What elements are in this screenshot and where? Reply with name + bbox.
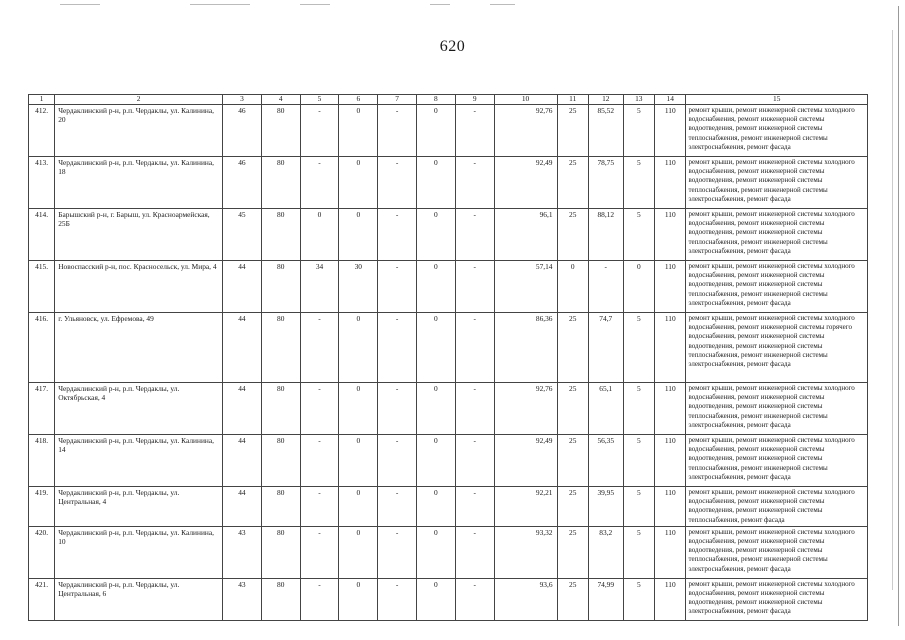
cell-col-10: 92,21 <box>494 487 557 527</box>
cell-col-4: 80 <box>261 435 300 487</box>
cell-col-12: 83,2 <box>588 526 623 578</box>
cell-col-12: 74,7 <box>588 313 623 383</box>
cell-col-12: 39,95 <box>588 487 623 527</box>
cell-col-13: 5 <box>623 383 654 435</box>
cell-col-8: 0 <box>417 383 456 435</box>
cell-col-15: ремонт крыши, ремонт инженерной системы холодного водоснабжения, ремонт инженерной системы водоотведения, ремонт инженерной системы теплоснабжения, ремонт фасада <box>686 487 868 527</box>
cell-col-12: 56,35 <box>588 435 623 487</box>
cell-col-5: - <box>300 435 339 487</box>
cell-col-15: ремонт крыши, ремонт инженерной системы холодного водоснабжения, ремонт инженерной системы водоотведения, ремонт инженерной системы теплоснабжения, ремонт инженерной системы электроснабжения, ремонт фасада <box>686 261 868 313</box>
cell-col-7: - <box>378 487 417 527</box>
cell-col-2: Чердаклинский р-н, р.п. Чердаклы, ул. Калинина, 14 <box>55 435 223 487</box>
cell-col-9: - <box>455 105 494 157</box>
table-row <box>29 261 868 313</box>
cell-col-2: Новоспасский р-н, пос. Красносельск, ул. Мира, 4 <box>55 261 223 313</box>
cell-col-14: 110 <box>655 383 686 435</box>
cell-col-1: 421. <box>29 578 55 620</box>
cell-col-15: ремонт крыши, ремонт инженерной системы холодного водоснабжения, ремонт инженерной системы водоотведения, ремонт инженерной системы теплоснабжения, ремонт инженерной системы электроснабжения, ремонт фасада <box>686 383 868 435</box>
cell-col-10: 93,6 <box>494 578 557 620</box>
cell-col-1: 414. <box>29 209 55 261</box>
cell-col-5: - <box>300 578 339 620</box>
cell-col-9: - <box>455 435 494 487</box>
cell-col-14: 110 <box>655 487 686 527</box>
cell-col-7: - <box>378 105 417 157</box>
cell-col-8: 0 <box>417 578 456 620</box>
page-number: 620 <box>439 38 466 55</box>
cell-col-4: 80 <box>261 526 300 578</box>
cell-col-6: 0 <box>339 157 378 209</box>
cell-col-5: - <box>300 383 339 435</box>
cell-col-7: - <box>378 383 417 435</box>
cell-col-6: 0 <box>339 209 378 261</box>
column-header-13: 13 <box>623 95 654 105</box>
cell-col-6: 30 <box>339 261 378 313</box>
cell-col-4: 80 <box>261 209 300 261</box>
cell-col-9: - <box>455 578 494 620</box>
cell-col-8: 0 <box>417 487 456 527</box>
cell-col-6: 0 <box>339 435 378 487</box>
cell-col-2: Барышский р-н, г. Барыш, ул. Красноармейская, 25Б <box>55 209 223 261</box>
table-row <box>29 383 868 435</box>
cell-col-4: 80 <box>261 383 300 435</box>
cell-col-13: 5 <box>623 435 654 487</box>
column-header-15: 15 <box>686 95 868 105</box>
cell-col-11: 25 <box>557 157 588 209</box>
cell-col-13: 5 <box>623 105 654 157</box>
cell-col-14: 110 <box>655 209 686 261</box>
cell-col-3: 46 <box>223 157 262 209</box>
column-header-7: 7 <box>378 95 417 105</box>
cell-col-4: 80 <box>261 578 300 620</box>
cell-col-5: 34 <box>300 261 339 313</box>
table-row <box>29 487 868 527</box>
cell-col-1: 415. <box>29 261 55 313</box>
scan-artifact <box>430 4 450 5</box>
cell-col-3: 44 <box>223 487 262 527</box>
cell-col-4: 80 <box>261 157 300 209</box>
cell-col-7: - <box>378 157 417 209</box>
cell-col-8: 0 <box>417 157 456 209</box>
column-header-1: 1 <box>29 95 55 105</box>
cell-col-5: - <box>300 526 339 578</box>
cell-col-14: 110 <box>655 157 686 209</box>
cell-col-5: - <box>300 105 339 157</box>
cell-col-11: 25 <box>557 313 588 383</box>
cell-col-2: г. Ульяновск, ул. Ефремова, 49 <box>55 313 223 383</box>
cell-col-14: 110 <box>655 105 686 157</box>
cell-col-6: 0 <box>339 383 378 435</box>
cell-col-9: - <box>455 157 494 209</box>
cell-col-2: Чердаклинский р-н, р.п. Чердаклы, ул. Октябрьская, 4 <box>55 383 223 435</box>
cell-col-6: 0 <box>339 578 378 620</box>
cell-col-4: 80 <box>261 313 300 383</box>
cell-col-12: 85,52 <box>588 105 623 157</box>
cell-col-11: 25 <box>557 105 588 157</box>
table-row <box>29 105 868 157</box>
cell-col-6: 0 <box>339 487 378 527</box>
column-header-5: 5 <box>300 95 339 105</box>
cell-col-12: 78,75 <box>588 157 623 209</box>
table-row <box>29 578 868 620</box>
cell-col-13: 5 <box>623 313 654 383</box>
cell-col-9: - <box>455 313 494 383</box>
scan-artifact <box>190 4 250 5</box>
cell-col-15: ремонт крыши, ремонт инженерной системы холодного водоснабжения, ремонт инженерной системы водоотведения, ремонт инженерной системы теплоснабжения, ремонт инженерной системы электроснабжения, ремонт фасада <box>686 526 868 578</box>
cell-col-11: 0 <box>557 261 588 313</box>
cell-col-3: 44 <box>223 435 262 487</box>
table-row <box>29 526 868 578</box>
cell-col-11: 25 <box>557 526 588 578</box>
cell-col-9: - <box>455 526 494 578</box>
cell-col-12: 74,99 <box>588 578 623 620</box>
scan-artifact <box>60 4 100 5</box>
cell-col-1: 417. <box>29 383 55 435</box>
cell-col-4: 80 <box>261 261 300 313</box>
cell-col-13: 5 <box>623 157 654 209</box>
cell-col-11: 25 <box>557 578 588 620</box>
cell-col-15: ремонт крыши, ремонт инженерной системы холодного водоснабжения, ремонт инженерной системы водоотведения, ремонт инженерной системы теплоснабжения, ремонт инженерной системы электроснабжения, ремонт фасада <box>686 157 868 209</box>
header-row <box>29 95 868 105</box>
cell-col-2: Чердаклинский р-н, р.п. Чердаклы, ул. Калинина, 20 <box>55 105 223 157</box>
cell-col-14: 110 <box>655 261 686 313</box>
cell-col-5: - <box>300 313 339 383</box>
cell-col-14: 110 <box>655 435 686 487</box>
cell-col-10: 92,76 <box>494 105 557 157</box>
cell-col-12: 88,12 <box>588 209 623 261</box>
column-header-14: 14 <box>655 95 686 105</box>
cell-col-13: 5 <box>623 209 654 261</box>
cell-col-12: 65,1 <box>588 383 623 435</box>
cell-col-3: 43 <box>223 526 262 578</box>
cell-col-10: 92,76 <box>494 383 557 435</box>
cell-col-11: 25 <box>557 487 588 527</box>
cell-col-3: 43 <box>223 578 262 620</box>
cell-col-14: 110 <box>655 578 686 620</box>
cell-col-3: 45 <box>223 209 262 261</box>
column-header-10: 10 <box>494 95 557 105</box>
cell-col-9: - <box>455 261 494 313</box>
cell-col-10: 92,49 <box>494 157 557 209</box>
cell-col-10: 57,14 <box>494 261 557 313</box>
cell-col-13: 5 <box>623 526 654 578</box>
cell-col-15: ремонт крыши, ремонт инженерной системы холодного водоснабжения, ремонт инженерной системы водоотведения, ремонт инженерной системы теплоснабжения, ремонт инженерной системы электроснабжения, ремонт фасада <box>686 105 868 157</box>
cell-col-5: - <box>300 487 339 527</box>
cell-col-8: 0 <box>417 313 456 383</box>
cell-col-1: 416. <box>29 313 55 383</box>
cell-col-1: 418. <box>29 435 55 487</box>
table-row <box>29 157 868 209</box>
cell-col-14: 110 <box>655 313 686 383</box>
cell-col-7: - <box>378 209 417 261</box>
cell-col-8: 0 <box>417 435 456 487</box>
cell-col-8: 0 <box>417 209 456 261</box>
cell-col-15: ремонт крыши, ремонт инженерной системы холодного водоснабжения, ремонт инженерной системы горячего водоснабжения, ремонт инженерной системы водоотведения, ремонт инженерной системы теплоснабжения, ремонт инженерной системы электроснабжения, ремонт фасада <box>686 313 868 383</box>
cell-col-7: - <box>378 435 417 487</box>
cell-col-3: 46 <box>223 105 262 157</box>
cell-col-8: 0 <box>417 526 456 578</box>
cell-col-5: - <box>300 157 339 209</box>
column-header-9: 9 <box>455 95 494 105</box>
cell-col-11: 25 <box>557 209 588 261</box>
cell-col-9: - <box>455 383 494 435</box>
cell-col-15: ремонт крыши, ремонт инженерной системы холодного водоснабжения, ремонт инженерной системы водоотведения, ремонт инженерной системы теплоснабжения, ремонт инженерной системы электроснабжения, ремонт фасада <box>686 435 868 487</box>
scan-edge-line <box>898 6 899 626</box>
column-header-4: 4 <box>261 95 300 105</box>
table-row <box>29 209 868 261</box>
cell-col-13: 5 <box>623 578 654 620</box>
cell-col-7: - <box>378 578 417 620</box>
cell-col-3: 44 <box>223 313 262 383</box>
column-header-12: 12 <box>588 95 623 105</box>
cell-col-1: 412. <box>29 105 55 157</box>
cell-col-15: ремонт крыши, ремонт инженерной системы холодного водоснабжения, ремонт инженерной системы водоотведения, ремонт инженерной системы электроснабжения, ремонт фасада <box>686 578 868 620</box>
cell-col-7: - <box>378 526 417 578</box>
column-header-11: 11 <box>557 95 588 105</box>
scan-artifact <box>490 4 515 5</box>
cell-col-8: 0 <box>417 261 456 313</box>
cell-col-10: 92,49 <box>494 435 557 487</box>
cell-col-7: - <box>378 261 417 313</box>
cell-col-10: 96,1 <box>494 209 557 261</box>
column-header-6: 6 <box>339 95 378 105</box>
cell-col-9: - <box>455 209 494 261</box>
cell-col-1: 413. <box>29 157 55 209</box>
cell-col-2: Чердаклинский р-н, р.п. Чердаклы, ул. Калинина, 18 <box>55 157 223 209</box>
cell-col-2: Чердаклинский р-н, р.п. Чердаклы, ул. Центральная, 4 <box>55 487 223 527</box>
cell-col-15: ремонт крыши, ремонт инженерной системы холодного водоснабжения, ремонт инженерной системы водоотведения, ремонт инженерной системы теплоснабжения, ремонт инженерной системы электроснабжения, ремонт фасада <box>686 209 868 261</box>
cell-col-13: 0 <box>623 261 654 313</box>
scan-artifact <box>300 4 330 5</box>
cell-col-5: 0 <box>300 209 339 261</box>
cell-col-6: 0 <box>339 526 378 578</box>
cell-col-14: 110 <box>655 526 686 578</box>
scan-edge-line <box>892 30 893 590</box>
cell-col-6: 0 <box>339 313 378 383</box>
cell-col-7: - <box>378 313 417 383</box>
cell-col-12: - <box>588 261 623 313</box>
cell-col-11: 25 <box>557 383 588 435</box>
cell-col-4: 80 <box>261 105 300 157</box>
cell-col-10: 93,32 <box>494 526 557 578</box>
cell-col-3: 44 <box>223 261 262 313</box>
cell-col-2: Чердаклинский р-н, р.п. Чердаклы, ул. Калинина, 10 <box>55 526 223 578</box>
cell-col-3: 44 <box>223 383 262 435</box>
cell-col-4: 80 <box>261 487 300 527</box>
column-header-2: 2 <box>55 95 223 105</box>
column-header-3: 3 <box>223 95 262 105</box>
register-table <box>28 94 868 621</box>
cell-col-1: 419. <box>29 487 55 527</box>
cell-col-8: 0 <box>417 105 456 157</box>
column-header-8: 8 <box>417 95 456 105</box>
cell-col-2: Чердаклинский р-н, р.п. Чердаклы, ул. Центральная, 6 <box>55 578 223 620</box>
cell-col-13: 5 <box>623 487 654 527</box>
table-row <box>29 435 868 487</box>
cell-col-10: 86,36 <box>494 313 557 383</box>
cell-col-1: 420. <box>29 526 55 578</box>
cell-col-11: 25 <box>557 435 588 487</box>
cell-col-9: - <box>455 487 494 527</box>
cell-col-6: 0 <box>339 105 378 157</box>
table-row <box>29 313 868 383</box>
